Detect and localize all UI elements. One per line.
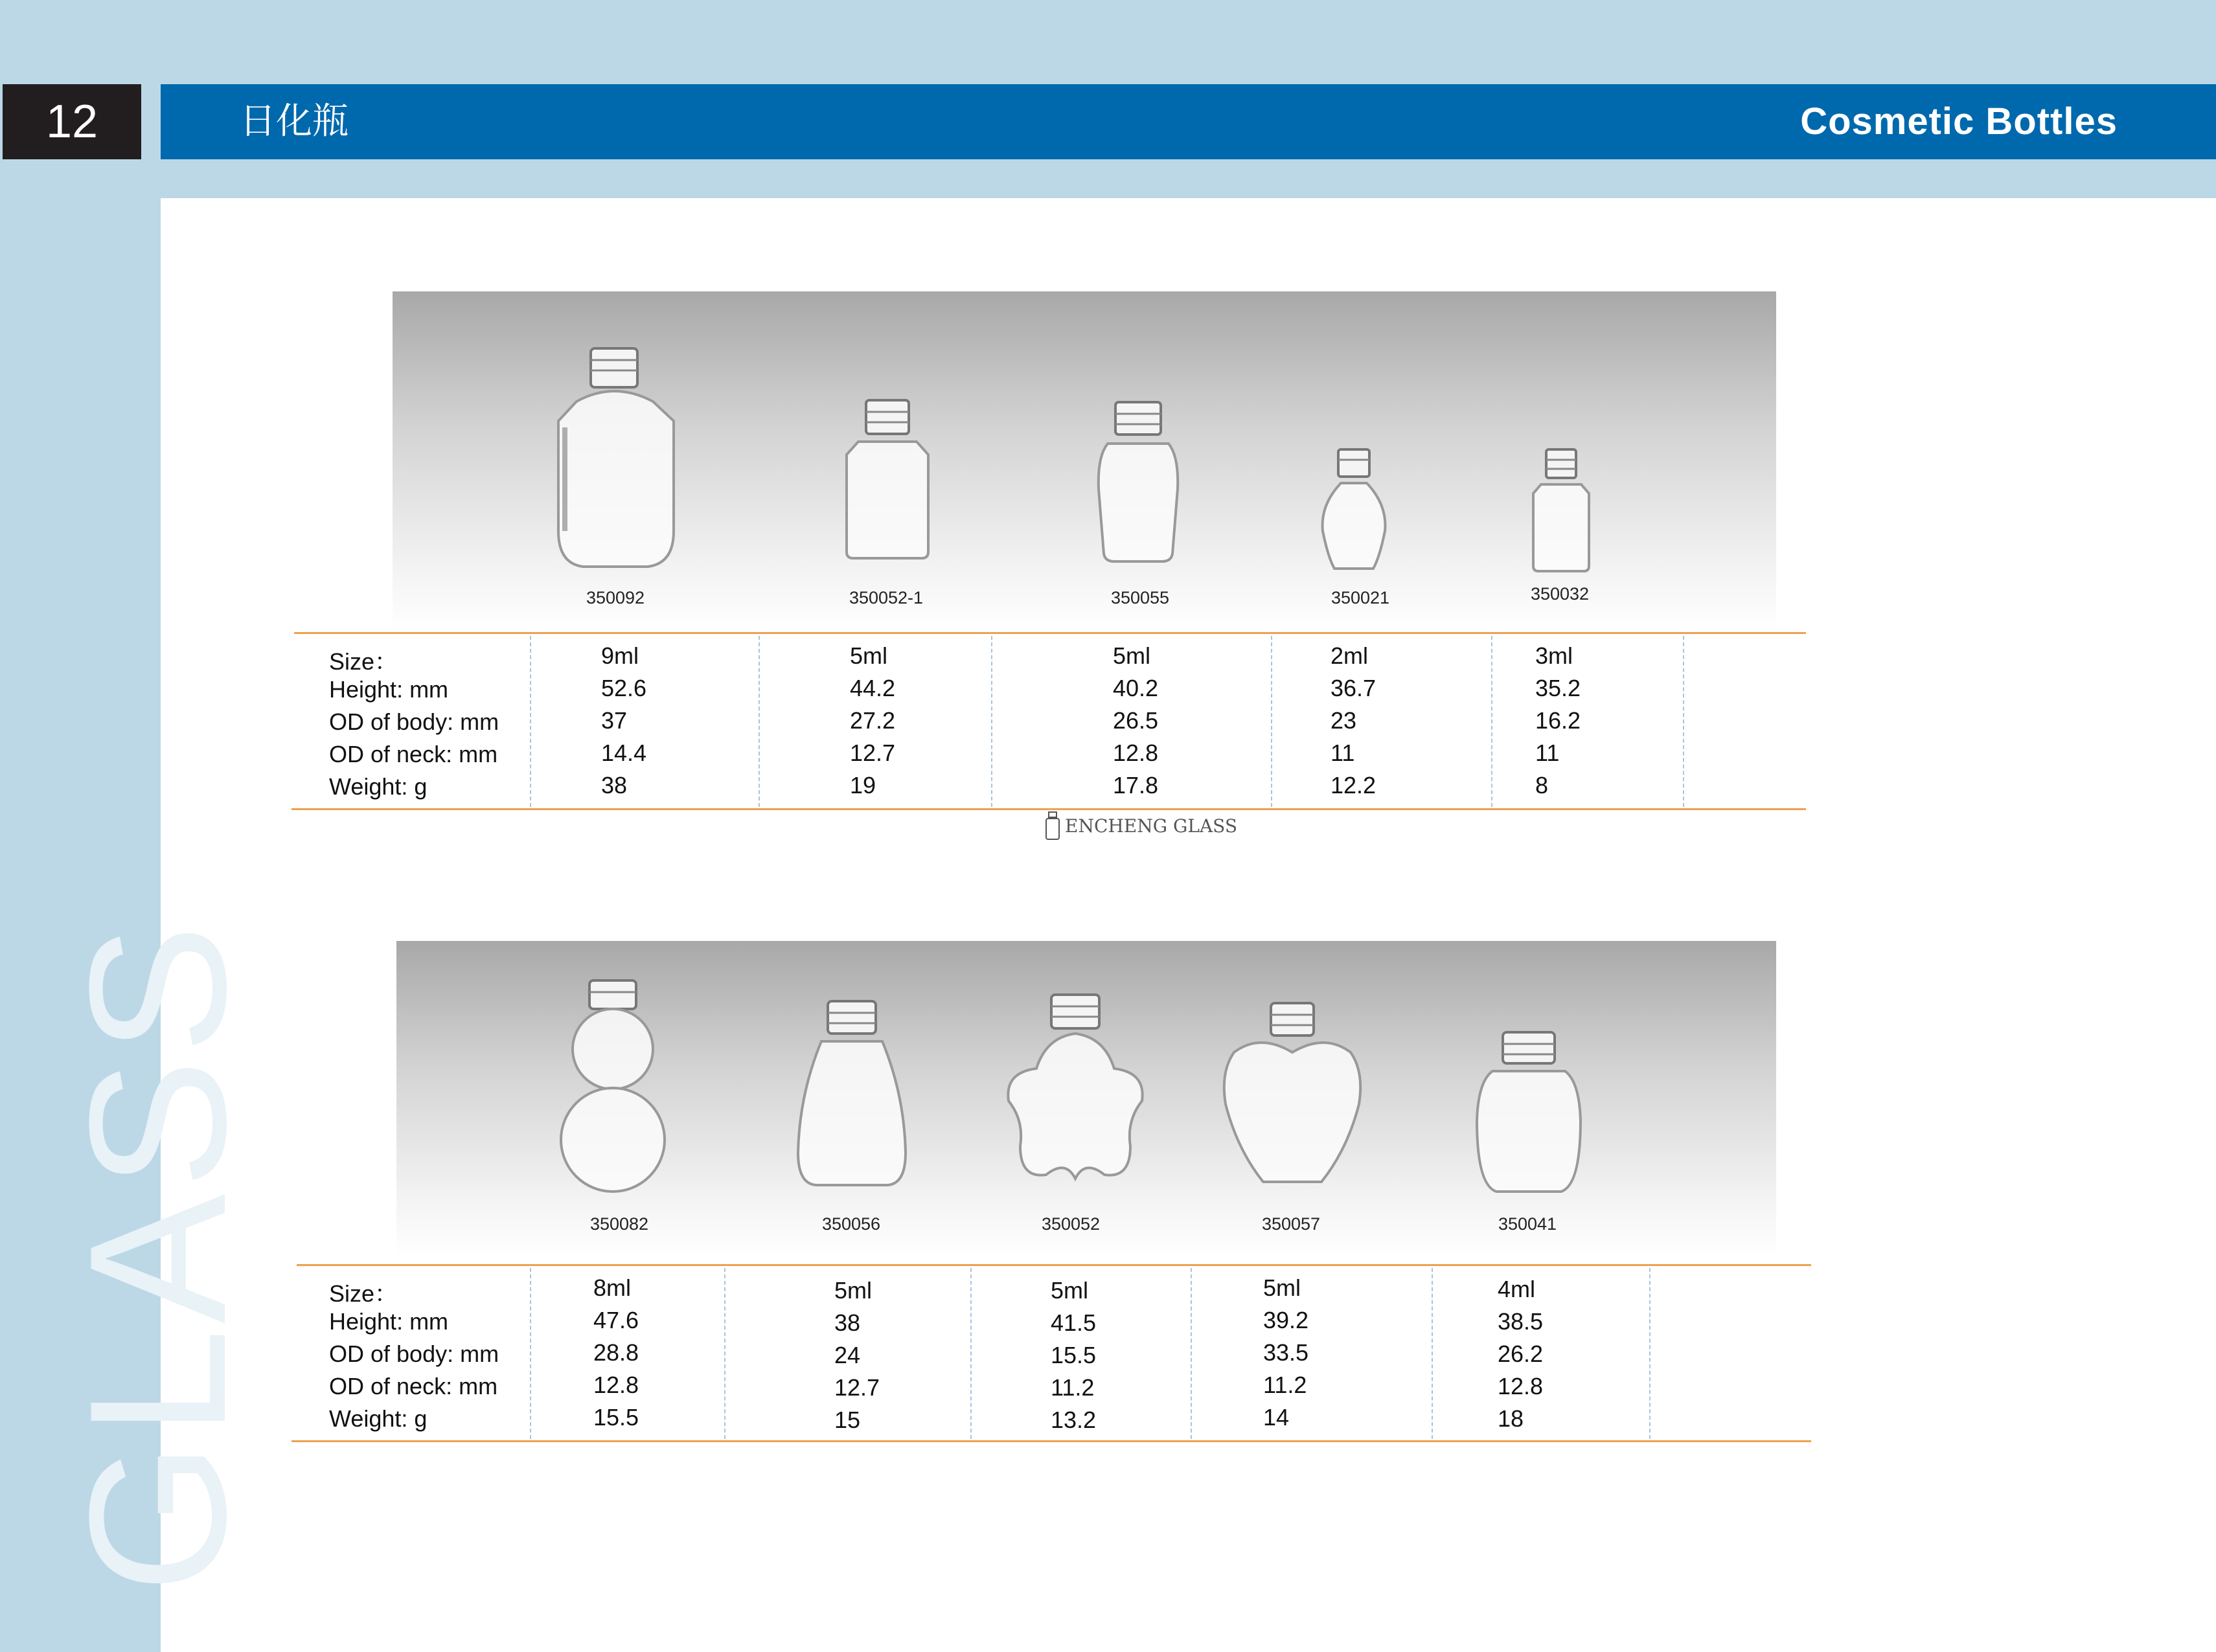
value-height: 41.5 bbox=[1051, 1309, 1097, 1336]
value-od-body: 33.5 bbox=[1263, 1339, 1309, 1366]
value-od-neck: 12.8 bbox=[1498, 1373, 1544, 1399]
value-size: 5ml bbox=[834, 1277, 873, 1304]
product-code: 350032 bbox=[1530, 584, 1590, 604]
value-height: 47.6 bbox=[593, 1307, 639, 1333]
label-weight: Weight: g bbox=[329, 773, 428, 800]
bottle-350082 bbox=[549, 978, 679, 1192]
product-code: 350092 bbox=[586, 588, 645, 607]
value-size: 5ml bbox=[850, 642, 888, 669]
product-code: 350057 bbox=[1261, 1214, 1321, 1234]
value-od-neck: 11 bbox=[1331, 740, 1355, 766]
value-od-body: 15.5 bbox=[1051, 1342, 1097, 1368]
label-od-neck: OD of neck: mm bbox=[329, 741, 498, 767]
logo-text: ENCHENG GLASS bbox=[1065, 815, 1238, 837]
bottle-350032 bbox=[1525, 447, 1597, 576]
value-od-neck: 11.2 bbox=[1263, 1372, 1307, 1398]
value-height: 38 bbox=[834, 1309, 861, 1336]
value-size: 8ml bbox=[593, 1274, 632, 1301]
product-code: 350052 bbox=[1041, 1214, 1101, 1234]
table-bottom-rule bbox=[291, 808, 1806, 810]
value-weight: 18 bbox=[1498, 1405, 1524, 1432]
value-od-body: 26.5 bbox=[1113, 707, 1159, 734]
title-zh: 日化瓶 bbox=[240, 100, 348, 142]
title-en: Cosmetic Bottles bbox=[1800, 100, 2118, 142]
value-od-body: 16.2 bbox=[1535, 707, 1581, 734]
bottle-350021 bbox=[1315, 447, 1393, 576]
value-od-body: 24 bbox=[834, 1342, 861, 1368]
label-od-body: OD of body: mm bbox=[329, 1341, 499, 1367]
product-code: 350052-1 bbox=[849, 588, 924, 607]
value-size: 5ml bbox=[1051, 1277, 1089, 1304]
value-od-neck: 11 bbox=[1535, 740, 1560, 766]
value-od-body: 26.2 bbox=[1498, 1341, 1544, 1367]
value-weight: 19 bbox=[850, 772, 876, 798]
page-number: 12 bbox=[3, 84, 141, 159]
column-divider bbox=[1271, 636, 1272, 807]
value-weight: 12.2 bbox=[1331, 772, 1376, 798]
value-weight: 8 bbox=[1535, 772, 1549, 798]
value-od-body: 28.8 bbox=[593, 1339, 639, 1366]
product-code: 350041 bbox=[1498, 1214, 1557, 1234]
value-size: 5ml bbox=[1263, 1274, 1301, 1301]
bottle-350057 bbox=[1218, 1001, 1367, 1188]
product-code: 350021 bbox=[1331, 588, 1390, 607]
column-divider bbox=[530, 636, 531, 807]
value-size: 3ml bbox=[1535, 642, 1573, 669]
product-code: 350056 bbox=[821, 1214, 881, 1234]
bottle-350092 bbox=[551, 343, 687, 576]
value-od-body: 27.2 bbox=[850, 707, 896, 734]
value-od-neck: 12.7 bbox=[834, 1374, 880, 1401]
product-code: 350055 bbox=[1110, 588, 1170, 607]
side-label: GLASS bbox=[49, 919, 266, 1593]
label-height: Height: mm bbox=[329, 1308, 449, 1335]
product-code: 350082 bbox=[589, 1214, 649, 1234]
table-top-rule bbox=[294, 632, 1806, 634]
value-size: 5ml bbox=[1113, 642, 1151, 669]
table-top-rule bbox=[297, 1264, 1811, 1266]
brand-logo bbox=[1044, 811, 1237, 841]
column-divider bbox=[530, 1268, 531, 1439]
bottle-350052 bbox=[1001, 991, 1150, 1185]
label-size: Size： bbox=[329, 1280, 398, 1307]
bottle-350041 bbox=[1470, 1030, 1587, 1198]
column-divider bbox=[759, 636, 760, 807]
column-divider bbox=[1491, 636, 1492, 807]
value-height: 38.5 bbox=[1498, 1308, 1544, 1335]
bottle-350055 bbox=[1090, 398, 1187, 567]
column-divider bbox=[1649, 1268, 1651, 1439]
column-divider bbox=[724, 1268, 725, 1439]
value-weight: 15 bbox=[834, 1407, 861, 1433]
value-weight: 13.2 bbox=[1051, 1407, 1097, 1433]
bottle-logo-icon bbox=[1044, 811, 1061, 841]
value-od-neck: 11.2 bbox=[1051, 1374, 1095, 1401]
column-divider bbox=[1683, 636, 1684, 807]
column-divider bbox=[991, 636, 992, 807]
value-weight: 15.5 bbox=[593, 1404, 639, 1431]
label-od-body: OD of body: mm bbox=[329, 708, 499, 735]
value-size: 4ml bbox=[1498, 1276, 1536, 1302]
value-height: 35.2 bbox=[1535, 675, 1581, 701]
table-bottom-rule bbox=[291, 1440, 1811, 1442]
value-size: 9ml bbox=[601, 642, 639, 669]
value-od-neck: 12.8 bbox=[1113, 740, 1159, 766]
value-weight: 14 bbox=[1263, 1404, 1290, 1431]
value-size: 2ml bbox=[1331, 642, 1369, 669]
column-divider bbox=[970, 1268, 972, 1439]
value-od-body: 23 bbox=[1331, 707, 1357, 734]
label-height: Height: mm bbox=[329, 676, 449, 703]
column-divider bbox=[1191, 1268, 1192, 1439]
value-weight: 38 bbox=[601, 772, 628, 798]
value-height: 40.2 bbox=[1113, 675, 1159, 701]
label-size: Size： bbox=[329, 648, 398, 675]
column-divider bbox=[1432, 1268, 1433, 1439]
value-od-body: 37 bbox=[601, 707, 628, 734]
value-height: 44.2 bbox=[850, 675, 896, 701]
label-od-neck: OD of neck: mm bbox=[329, 1373, 498, 1399]
value-height: 52.6 bbox=[601, 675, 647, 701]
value-od-neck: 12.8 bbox=[593, 1372, 639, 1398]
value-od-neck: 14.4 bbox=[601, 740, 647, 766]
value-od-neck: 12.7 bbox=[850, 740, 896, 766]
bottle-350056 bbox=[790, 997, 913, 1192]
value-weight: 17.8 bbox=[1113, 772, 1159, 798]
value-height: 39.2 bbox=[1263, 1307, 1309, 1333]
label-weight: Weight: g bbox=[329, 1405, 428, 1432]
bottle-350052-1 bbox=[839, 396, 936, 565]
value-height: 36.7 bbox=[1331, 675, 1376, 701]
